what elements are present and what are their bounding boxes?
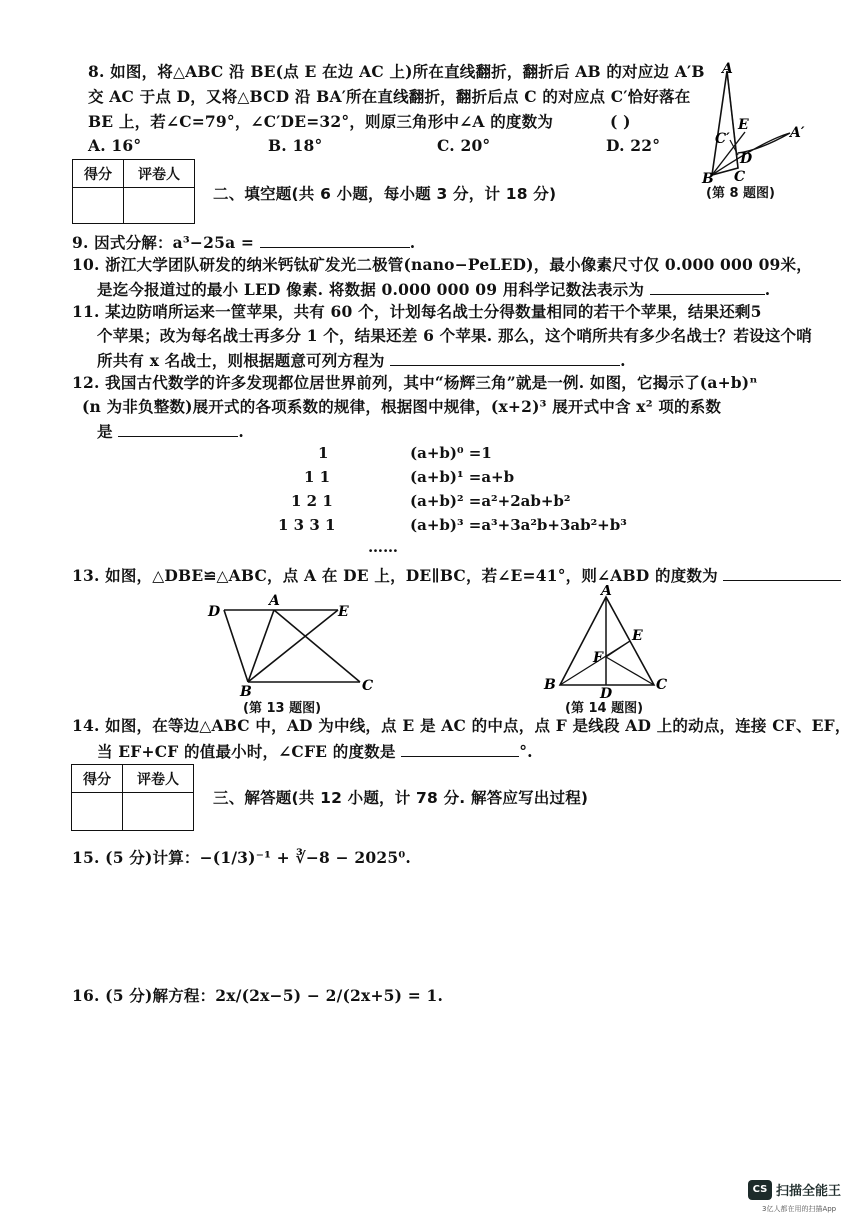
q10-line2-wrap: 是迄今报道过的最小 LED 像素. 将数据 0.000 000 09 用科学记数法表示为 . <box>97 280 771 299</box>
q8-line1: 8. 如图，将△ABC 沿 BE(点 E 在边 AC 上)所在直线翻折，翻折后 AB 的对应边 A′B <box>88 62 705 81</box>
q14-label-f: F <box>593 650 603 666</box>
q8-line3: BE 上，若∠C=79°，∠C′DE=32°，则原三角形中∠A 的度数为 <box>88 112 554 131</box>
q11-line1: 11. 某边防哨所运来一筐苹果，共有 60 个，计划每名战士分得数量相同的若干个苹果，结果还剩5 <box>72 302 762 321</box>
grader-cell[interactable] <box>124 188 195 224</box>
q12-answer-blank[interactable] <box>118 420 238 437</box>
q9-text: 9. 因式分解：a³−25a = . <box>72 233 416 252</box>
q13-label-e: E <box>338 604 349 620</box>
watermark-subtitle: 3亿人都在用的扫描App <box>762 1205 837 1213</box>
q14-answer-blank[interactable] <box>401 740 519 757</box>
formula-0: (a+b)⁰ =1 <box>410 444 492 462</box>
score-cell[interactable] <box>73 188 124 224</box>
triangle-row-1: 1 1 <box>304 468 331 486</box>
q16-text: 16. (5 分)解方程：2x/(2x−5) − 2/(2x+5) = 1. <box>72 986 444 1005</box>
q14-line2-wrap <box>97 740 533 762</box>
score-header: 得分 <box>73 160 124 188</box>
q12-line1: 12. 我国古代数学的许多发现都位居世界前列，其中“杨辉三角”就是一例. 如图，它揭示了(a+b)ⁿ <box>72 373 758 392</box>
triangle-row-3: 1 3 3 1 <box>278 516 336 534</box>
q12-line2: (n 为非负整数)展开式的各项系数的规律，根据图中规律，(x+2)³ 展开式中含 x² 项的系数 <box>82 397 722 416</box>
q13-text <box>72 564 841 586</box>
q8-label-e: E <box>738 117 749 133</box>
q14-figure <box>540 585 680 700</box>
q8-line2: 交 AC 于点 D，又将△BCD 沿 BA′所在直线翻折，翻折后点 C 的对应点 C′恰好落在 <box>88 87 691 106</box>
q13-line1: 13. 如图，△DBE≌△ABC，点 A 在 DE 上，DE∥BC，若∠E=41°，则∠ABD 的度数为 <box>72 566 718 585</box>
q15-text: 15. (5 分)计算：−(1/3)⁻¹ + ∛−8 − 2025⁰. <box>72 848 411 867</box>
q12-line3-wrap: 是 . <box>97 422 244 441</box>
section2-heading: 二、填空题(共 6 小题，每小题 3 分，计 18 分) <box>213 185 557 203</box>
q10-line2: 是迄今报道过的最小 LED 像素. 将数据 0.000 000 09 用科学记数法表示为 <box>97 280 645 299</box>
q14-caption: (第 14 题图) <box>565 701 644 716</box>
q14-label-b: B <box>544 677 556 693</box>
q8-label-c-prime: C′ <box>715 131 730 147</box>
q8-figure <box>690 55 840 185</box>
score-table-section3 <box>71 764 194 831</box>
scanner-watermark <box>748 1176 852 1216</box>
q12-line3: 是 <box>97 422 113 441</box>
q10-line1: 10. 浙江大学团队研发的纳米钙钛矿发光二极管(nano−PeLED)，最小像素尺寸仅 0.000 000 09米， <box>72 255 812 274</box>
triangle-row-2: 1 2 1 <box>291 492 333 510</box>
q13-label-c: C <box>362 678 374 694</box>
q8-caption: (第 8 题图) <box>706 186 775 201</box>
q14-label-e: E <box>632 628 643 644</box>
q13-label-d: D <box>208 604 221 620</box>
grader-cell[interactable] <box>123 793 194 831</box>
q8-label-a-prime: A′ <box>790 125 805 141</box>
section3-heading: 三、解答题(共 12 小题，计 78 分. 解答应写出过程) <box>213 789 589 807</box>
q13-label-b: B <box>240 684 252 700</box>
formula-2: (a+b)² =a²+2ab+b² <box>410 492 571 510</box>
q13-figure <box>200 592 390 702</box>
q16-answer-space[interactable] <box>72 1014 792 1164</box>
q8-label-d: D <box>740 151 753 167</box>
q13-label-a: A <box>269 593 280 609</box>
q9-answer-blank[interactable] <box>260 231 410 248</box>
q14-label-a: A <box>601 585 612 599</box>
triangle-row-0: 1 <box>318 444 329 462</box>
q8-answer-bracket: ( ) <box>610 112 631 131</box>
q9-prompt: 9. 因式分解：a³−25a = <box>72 233 255 252</box>
q15-answer-space[interactable] <box>72 876 792 976</box>
q11-line2: 个苹果；改为每名战士再多分 1 个，结果还差 6 个苹果. 那么，这个哨所共有多少名战士？若设这个哨 <box>97 326 812 345</box>
q11-answer-blank[interactable] <box>390 349 620 366</box>
q8-label-b: B <box>702 171 714 185</box>
q14-label-d: D <box>600 686 613 700</box>
camscanner-logo-icon: CS <box>748 1180 772 1200</box>
score-header: 得分 <box>72 765 123 793</box>
q10-answer-blank[interactable] <box>650 278 765 295</box>
q14-label-c: C <box>656 677 668 693</box>
q13-answer-blank[interactable] <box>723 564 841 581</box>
q13-caption: (第 13 题图) <box>243 701 322 716</box>
q8-option-d: D. 22° <box>606 136 661 155</box>
grader-header: 评卷人 <box>124 160 195 188</box>
q8-option-a: A. 16° <box>88 136 142 155</box>
q14-line1: 14. 如图，在等边△ABC 中，AD 为中线，点 E 是 AC 的中点，点 F 是线段 AD 上的动点，连接 CF、EF， <box>72 716 851 735</box>
watermark-name: 扫描全能王 <box>776 1184 842 1199</box>
q8-label-a: A <box>722 61 733 77</box>
grader-header: 评卷人 <box>123 765 194 793</box>
q14-line2: 当 EF+CF 的值最小时，∠CFE 的度数是 <box>97 742 396 761</box>
triangle-row-ellipsis: …… <box>368 538 398 556</box>
q11-line3-wrap: 所共有 x 名战士，则根据题意可列方程为 . <box>97 351 626 370</box>
q8-option-c: C. 20° <box>437 136 491 155</box>
formula-1: (a+b)¹ =a+b <box>410 468 515 486</box>
score-table-section2 <box>72 159 195 224</box>
q11-line3: 所共有 x 名战士，则根据题意可列方程为 <box>97 351 385 370</box>
q8-option-b: B. 18° <box>268 136 323 155</box>
formula-3: (a+b)³ =a³+3a²b+3ab²+b³ <box>410 516 627 534</box>
q14-degree: °. <box>519 742 533 761</box>
q8-label-c: C <box>734 169 746 185</box>
score-cell[interactable] <box>72 793 123 831</box>
